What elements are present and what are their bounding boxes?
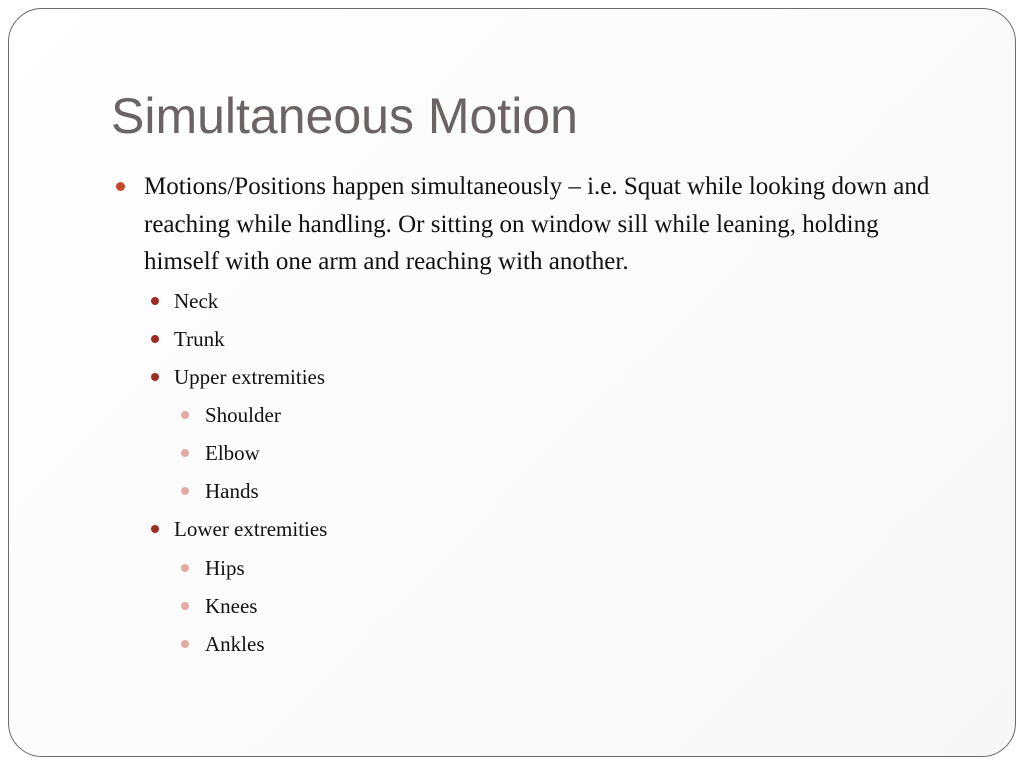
bullet-icon [181, 564, 189, 572]
bullet-icon [151, 525, 159, 533]
bullet-icon [181, 449, 189, 457]
list-item-ankles: Ankles [205, 632, 265, 656]
bullet-icon [151, 335, 159, 343]
list-item-shoulder: Shoulder [205, 403, 281, 427]
bullet-icon [151, 297, 159, 305]
list-item-upper-extremities: Upper extremities [174, 365, 326, 389]
bullet-icon [181, 411, 189, 419]
list-item-elbow: Elbow [205, 441, 260, 465]
bullet-icon [181, 487, 189, 495]
bullet-icon [116, 182, 125, 191]
list-item-lower-extremities: Lower extremities [174, 517, 328, 541]
bullet-icon [151, 373, 159, 381]
slide-title: Simultaneous Motion [111, 88, 578, 144]
bullet-icon [181, 640, 189, 648]
main-bullet-text: Motions/Positions happen simultaneously – i.e. Squat while looking down and reaching while handling. Or sitting on window sill while leaning, holding himself with one arm and reaching with another. [144, 173, 930, 275]
list-item-trunk: Trunk [174, 327, 225, 351]
list-item-neck: Neck [174, 289, 219, 313]
list-item-knees: Knees [205, 594, 258, 618]
list-item-hips: Hips [205, 556, 245, 580]
list-item-hands: Hands [205, 479, 259, 503]
bullet-icon [181, 602, 189, 610]
